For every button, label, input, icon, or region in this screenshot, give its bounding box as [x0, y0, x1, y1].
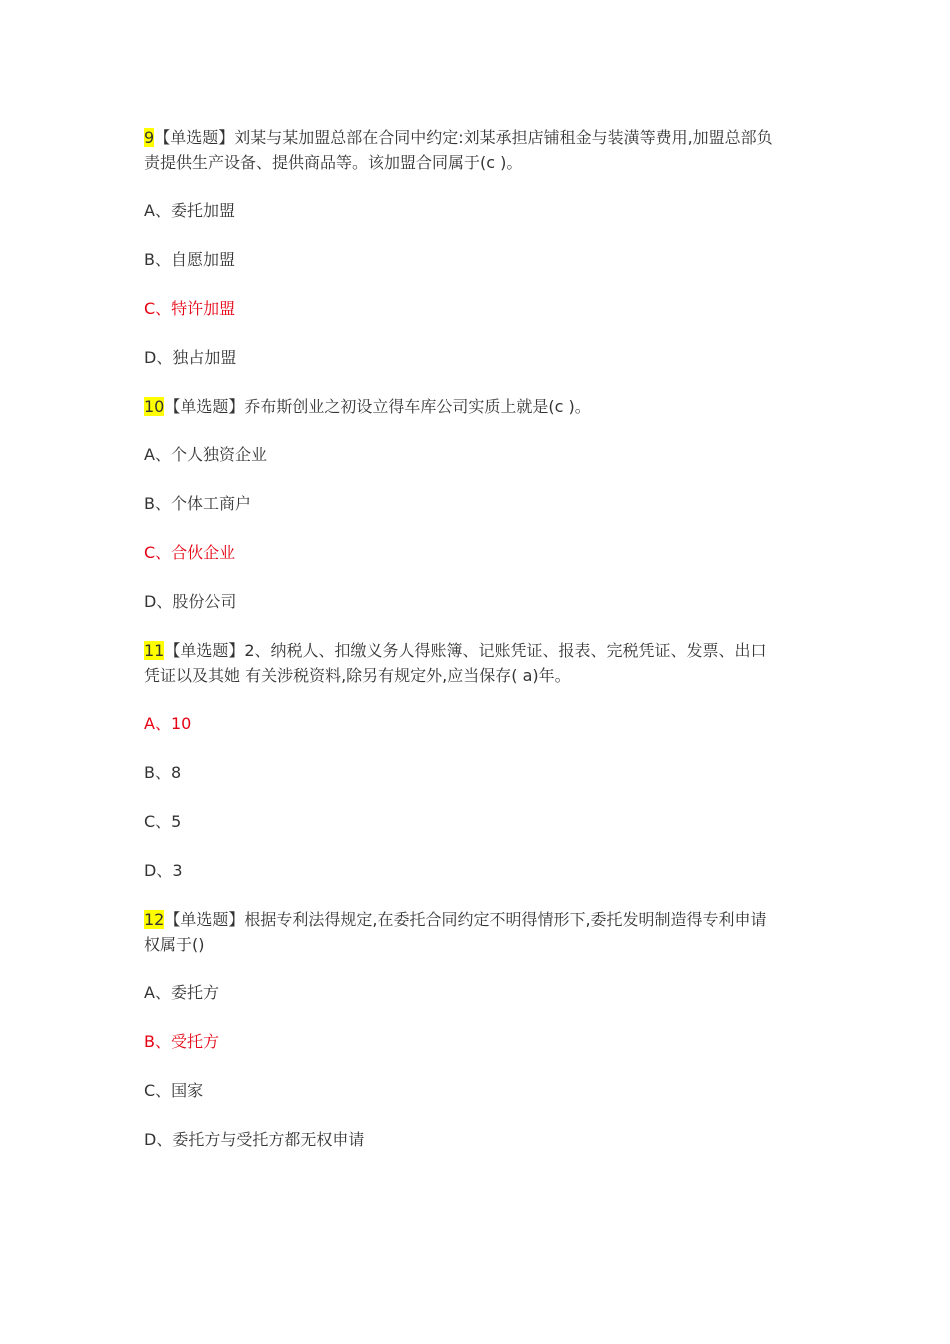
question-12-type-tag: 【单选题】	[164, 910, 245, 929]
question-12-stem: 根据专利法得规定,在委托合同约定不明得情形下,委托发明制造得专利申请	[244, 910, 767, 929]
question-11-stem: 2、纳税人、扣缴义务人得账簿、记账凭证、报表、完税凭证、发票、出口	[244, 641, 767, 660]
question-9-number: 9	[144, 128, 155, 147]
question-9-type-tag: 【单选题】	[154, 128, 235, 147]
question-10-option-c: C、合伙企业	[144, 543, 236, 562]
question-12-option-d: D、委托方与受托方都无权申请	[144, 1130, 365, 1149]
question-9-stem: 刘某与某加盟总部在合同中约定:刘某承担店铺租金与装潢等费用,加盟总部负	[234, 128, 773, 147]
question-9-text-line2: 责提供生产设备、提供商品等。该加盟合同属于(c )。	[144, 153, 523, 172]
question-11-option-c: C、5	[144, 812, 182, 831]
question-11-text-line2: 凭证以及其她 有关涉税资料,除另有规定外,应当保存( a)年。	[144, 666, 571, 685]
question-11-text-line1	[144, 638, 804, 663]
question-10-option-d: D、股份公司	[144, 592, 237, 611]
question-10-type-tag: 【单选题】	[164, 397, 245, 416]
question-9-option-c: C、特许加盟	[144, 299, 236, 318]
question-12-number: 12	[144, 910, 165, 929]
question-11-number: 11	[144, 641, 165, 660]
question-12-option-c: C、国家	[144, 1081, 204, 1100]
question-11-option-d: D、3	[144, 861, 183, 880]
question-10-number: 10	[144, 397, 165, 416]
question-9-option-d: D、独占加盟	[144, 348, 237, 367]
question-10-stem: 乔布斯创业之初设立得车库公司实质上就是(c )。	[244, 397, 591, 416]
question-12-option-b: B、受托方	[144, 1032, 219, 1051]
question-12-text-line2: 权属于()	[144, 935, 205, 954]
question-11-option-a: A、10	[144, 714, 192, 733]
question-11-option-b: B、8	[144, 763, 182, 782]
question-10-option-a: A、个人独资企业	[144, 445, 267, 464]
question-9-option-b: B、自愿加盟	[144, 250, 235, 269]
question-9-option-a: A、委托加盟	[144, 201, 235, 220]
question-12-option-a: A、委托方	[144, 983, 219, 1002]
question-11-type-tag: 【单选题】	[164, 641, 245, 660]
question-12-text-line1	[144, 907, 804, 932]
question-10-text-line1	[144, 394, 804, 419]
question-9-text-line1	[144, 125, 804, 150]
question-10-option-b: B、个体工商户	[144, 494, 251, 513]
